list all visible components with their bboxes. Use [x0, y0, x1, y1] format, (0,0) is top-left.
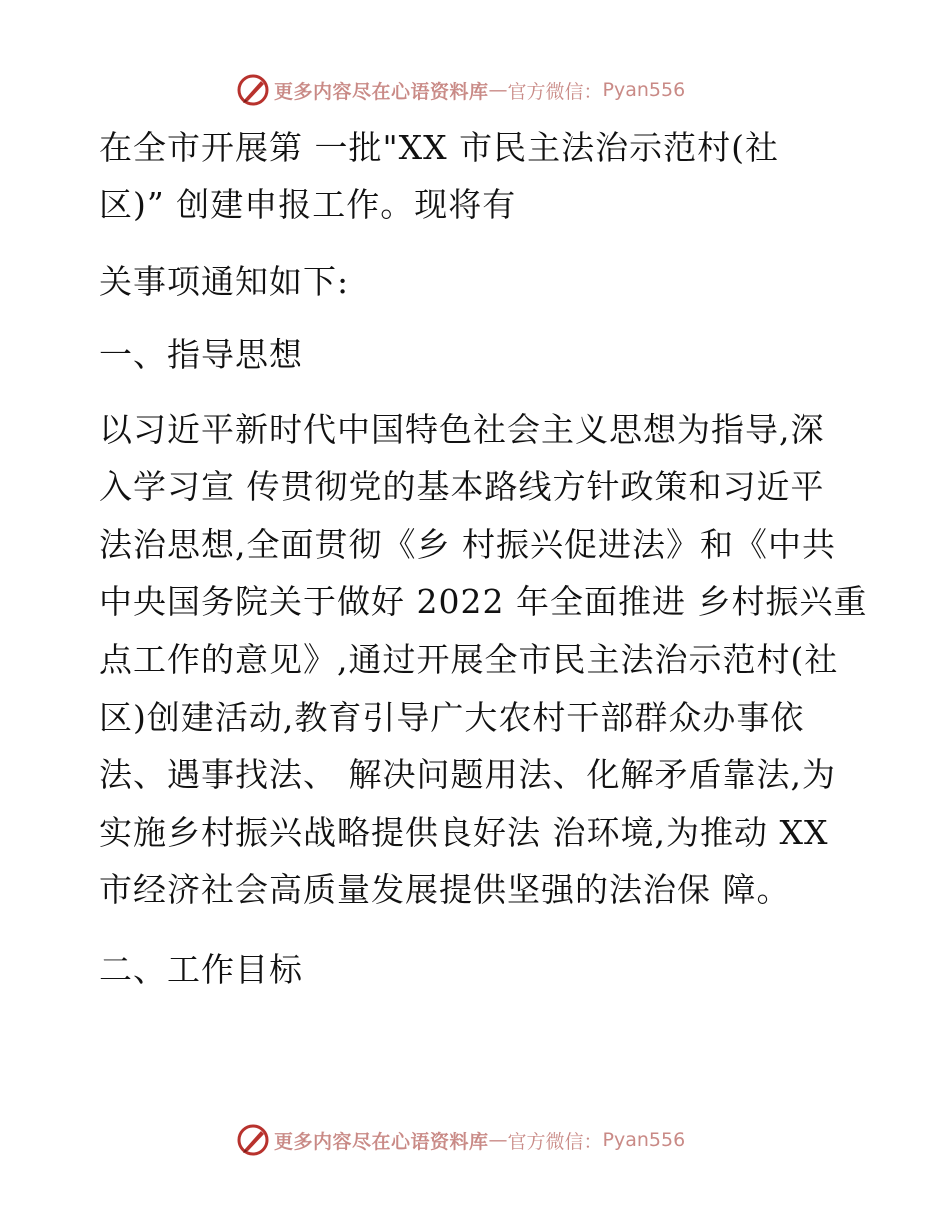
- body-line: 关事项通知如下:: [99, 262, 350, 301]
- pen-logo-icon: [236, 1123, 270, 1157]
- watermark-separator: —: [488, 1129, 508, 1151]
- body-line: 中央国务院关于做好 2022 年全面推进 乡村振兴重: [99, 582, 868, 621]
- body-line: 在全市开展第 一批"XX 市民主法治示范村(社: [99, 128, 780, 167]
- watermark-separator: —: [488, 79, 508, 101]
- body-line: 点工作的意见》,通过开展全市民主法治示范村(社: [99, 640, 839, 679]
- watermark-wechat-label: 官方微信：: [507, 1130, 603, 1153]
- body-line: 以习近平新时代中国特色社会主义思想为指导,深: [99, 410, 825, 449]
- body-line: 区)” 创建申报工作。现将有: [99, 185, 517, 224]
- watermark-text: 更多内容尽在心语资料库: [274, 1130, 489, 1153]
- section-heading: 一、指导思想: [99, 335, 303, 374]
- watermark-wechat-id: Pyan556: [602, 1129, 686, 1151]
- header-watermark: [236, 72, 685, 108]
- watermark-wechat-label: 官方微信：: [507, 80, 603, 103]
- body-line: 入学习宣 传贯彻党的基本路线方针政策和习近平: [99, 467, 825, 506]
- body-line: 实施乡村振兴战略提供良好法 治环境,为推动 XX: [99, 813, 829, 852]
- body-line: 区)创建活动,教育引导广大农村干部群众办事依: [99, 698, 805, 737]
- watermark-wechat-id: Pyan556: [602, 79, 686, 101]
- footer-watermark: [236, 1122, 685, 1158]
- body-line: 法治思想,全面贯彻《乡 村振兴促进法》和《中共: [99, 525, 836, 564]
- body-line: 市经济社会高质量发展提供坚强的法治保 障。: [99, 870, 791, 909]
- section-heading: 二、工作目标: [99, 950, 303, 989]
- watermark-text: 更多内容尽在心语资料库: [274, 80, 489, 103]
- pen-logo-icon: [236, 73, 270, 107]
- body-line: 法、遇事找法、 解决问题用法、化解矛盾靠法,为: [99, 755, 836, 794]
